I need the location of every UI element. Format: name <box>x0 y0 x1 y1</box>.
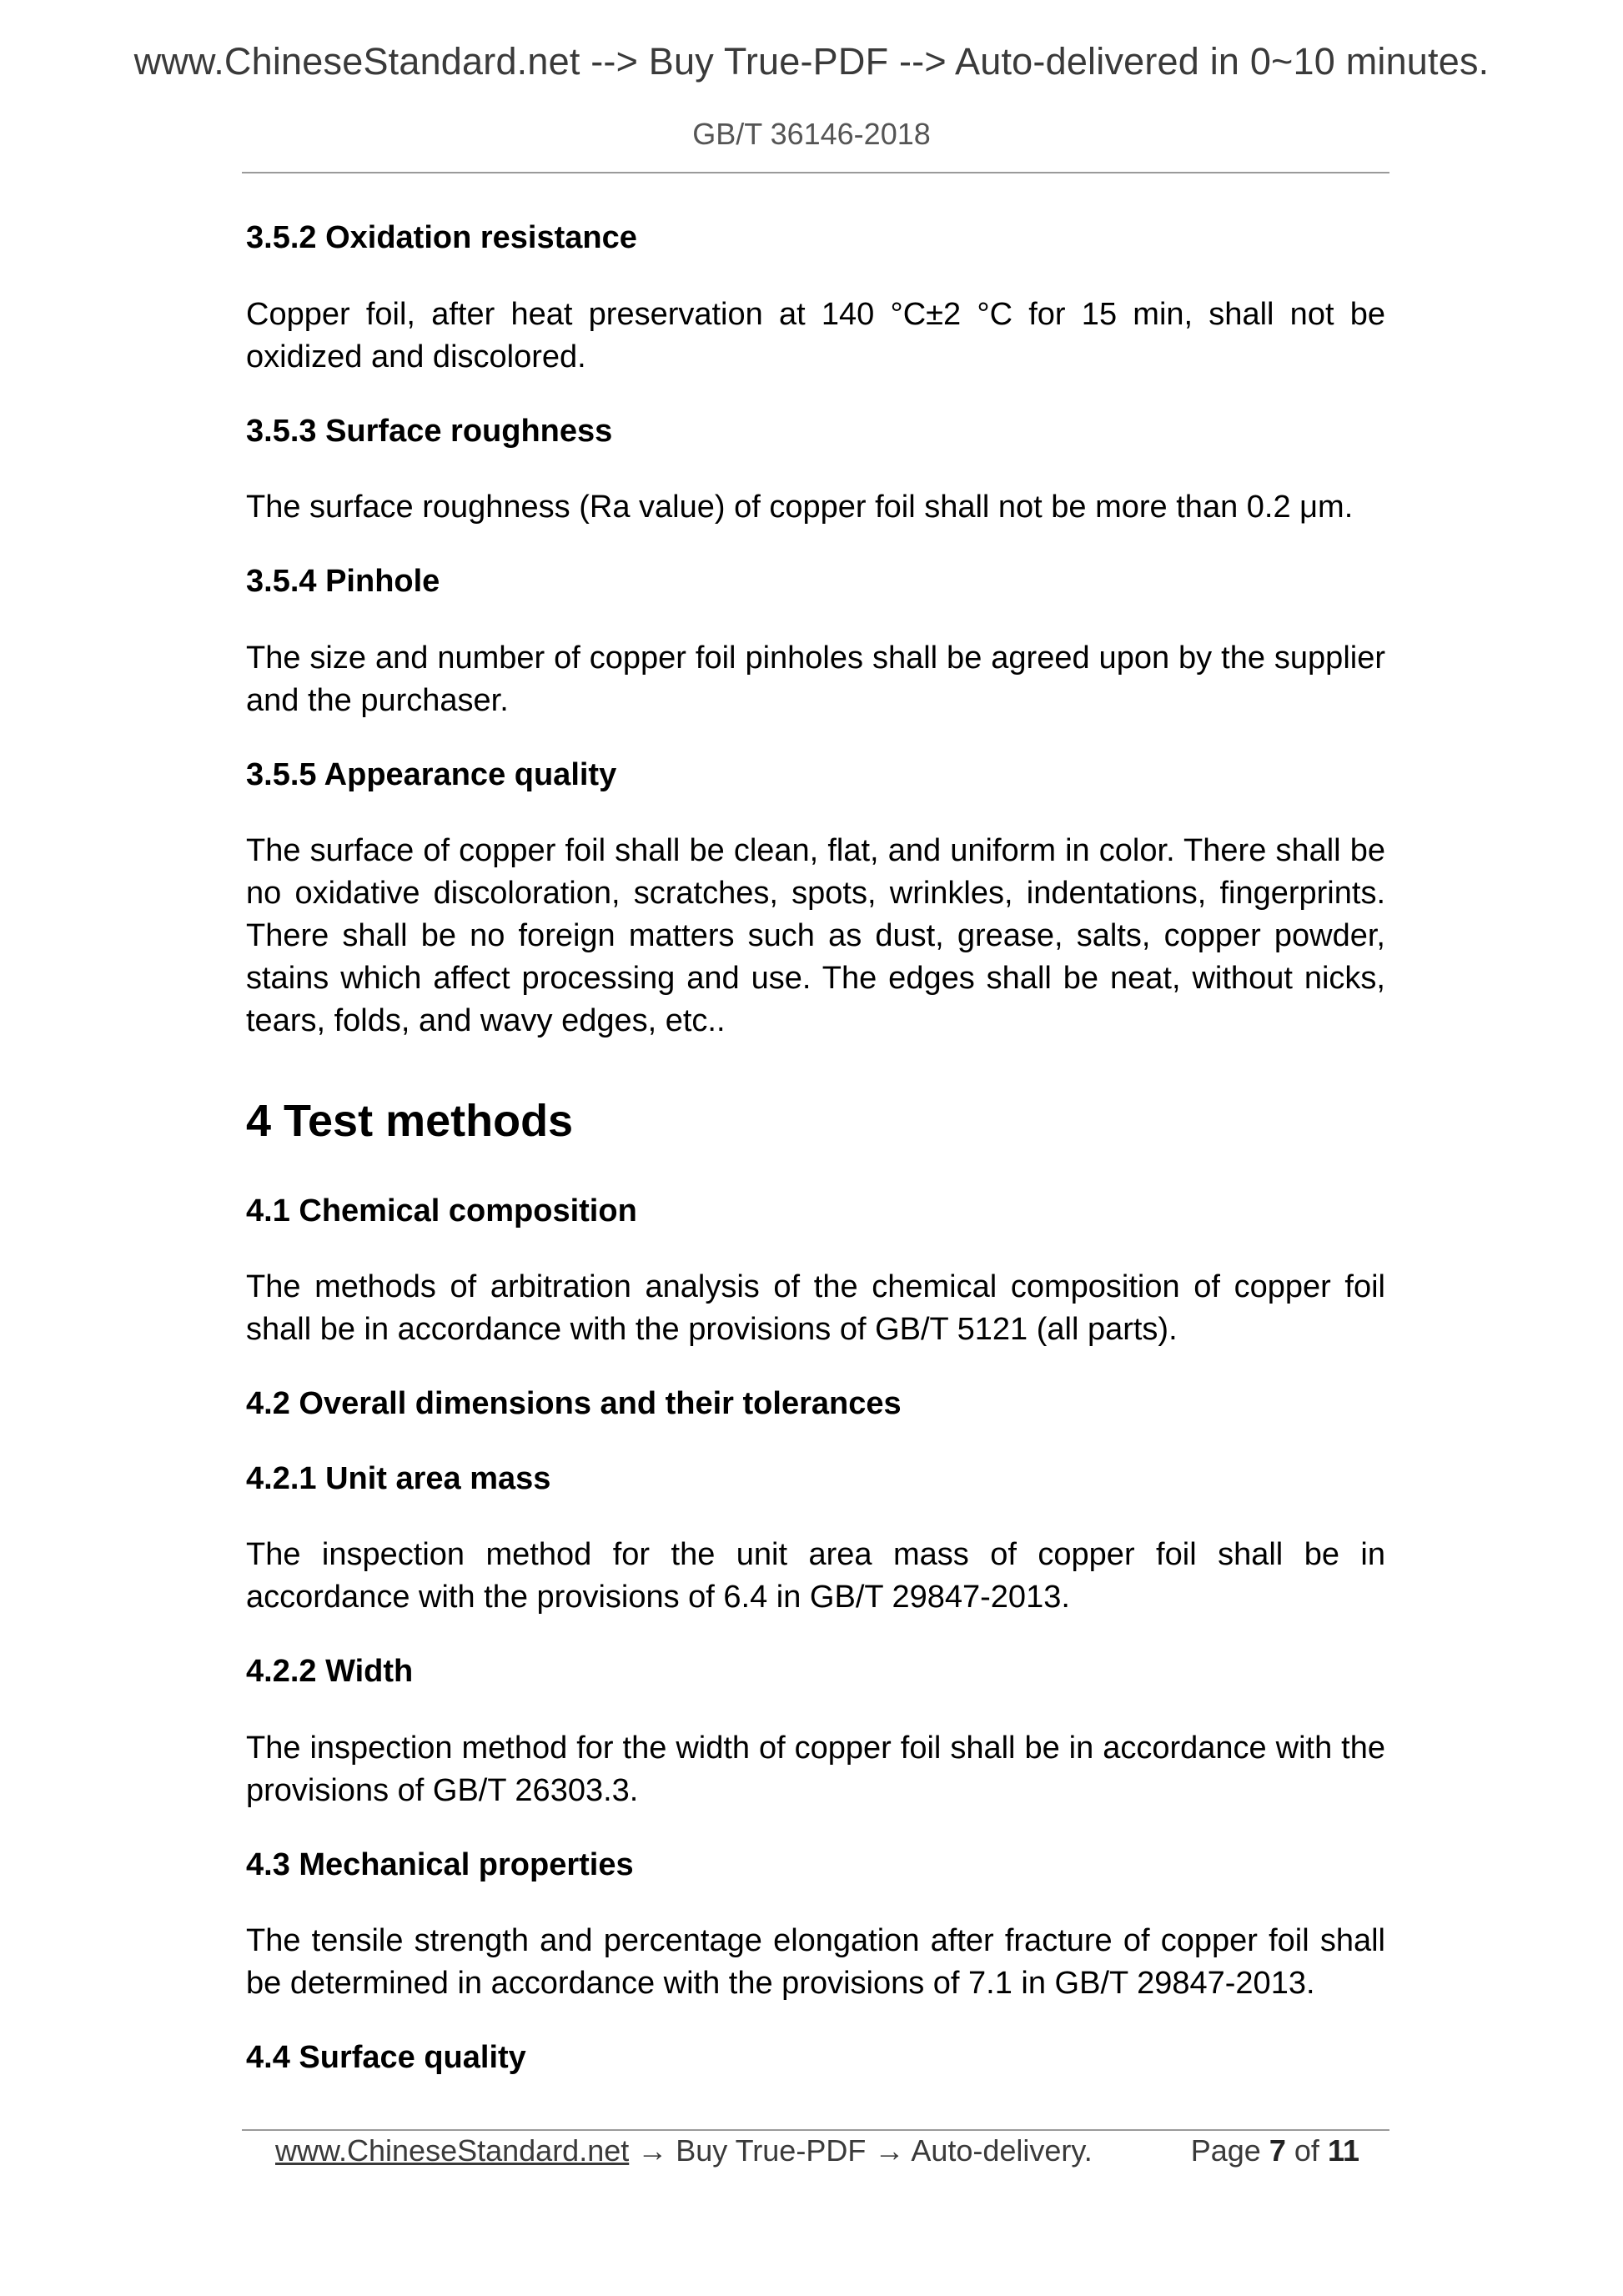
paragraph-4-2-2: The inspection method for the width of copper foil shall be in accordance with the provisions of GB/T 26303.3. <box>246 1730 1385 1808</box>
heading-4-2-1: 4.2.1 Unit area mass <box>246 1460 551 1496</box>
heading-4-1: 4.1 Chemical composition <box>246 1193 637 1228</box>
paragraph-3-5-4: The size and number of copper foil pinholes shall be agreed upon by the supplier and the purchaser. <box>246 640 1385 718</box>
heading-3-5-2: 3.5.2 Oxidation resistance <box>246 220 637 255</box>
paragraph-4-2-1: The inspection method for the unit area mass of copper foil shall be in accordance with the provisions of 6.4 in GB/T 29847-2013. <box>246 1537 1385 1615</box>
footer-link[interactable]: www.ChineseStandard.net <box>275 2133 630 2168</box>
page-label: Page <box>1190 2133 1261 2168</box>
heading-4-2-2: 4.2.2 Width <box>246 1654 414 1690</box>
paragraph-4-3: The tensile strength and percentage elongation after fracture of copper foil shall be determined in accordance with the provisions of 7.1 in GB/T 29847-2013. <box>246 1923 1385 2002</box>
paragraph-3-5-3: The surface roughness (Ra value) of copper foil shall not be more than 0.2 μm. <box>246 490 1354 525</box>
heading-3-5-5: 3.5.5 Appearance quality <box>246 756 617 792</box>
footer-left <box>275 2133 1093 2168</box>
of-label: of <box>1294 2133 1319 2168</box>
footer-delivery-text: → Buy True-PDF → Auto-delivery. <box>629 2133 1093 2168</box>
heading-4-4: 4.4 Surface quality <box>246 2040 526 2076</box>
heading-4-2: 4.2 Overall dimensions and their tolerances <box>246 1386 902 1422</box>
header-banner: www.ChineseStandard.net --> Buy True-PDF --> Auto-delivered in 0~10 minutes. <box>133 40 1490 83</box>
paragraph-3-5-5: The surface of copper foil shall be clean, flat, and uniform in color. There shall be no oxidative discoloration, scratches, spots, wrinkles, indentations, fingerprints. There shall be no foreign matters such as dust, grease, salts, copper powder, stains which affect processing and use. The edges shall be neat, without nicks, tears, folds, and wavy edges, etc.. <box>246 833 1385 1038</box>
heading-4-3: 4.3 Mechanical properties <box>246 1846 634 1882</box>
page-footer <box>275 2133 1359 2175</box>
heading-3-5-3: 3.5.3 Surface roughness <box>246 413 613 449</box>
page-total: 11 <box>1327 2133 1359 2168</box>
paragraph-4-1: The methods of arbitration analysis of the chemical composition of copper foil shall be in accordance with the provisions of GB/T 5121 (all parts). <box>246 1269 1385 1348</box>
paragraph-3-5-2: Copper foil, after heat preservation at 140 °C±2 °C for 15 min, shall not be oxidized and discolored. <box>246 296 1385 374</box>
document-id: GB/T 36146-2018 <box>692 117 931 151</box>
header-divider <box>242 172 1389 173</box>
heading-3-5-4: 3.5.4 Pinhole <box>246 564 440 599</box>
page-current: 7 <box>1269 2133 1286 2168</box>
footer-divider <box>242 2129 1389 2131</box>
page-content <box>246 219 1385 2113</box>
page-number <box>1191 2133 1359 2168</box>
heading-4-test-methods: 4 Test methods <box>246 1096 574 1146</box>
